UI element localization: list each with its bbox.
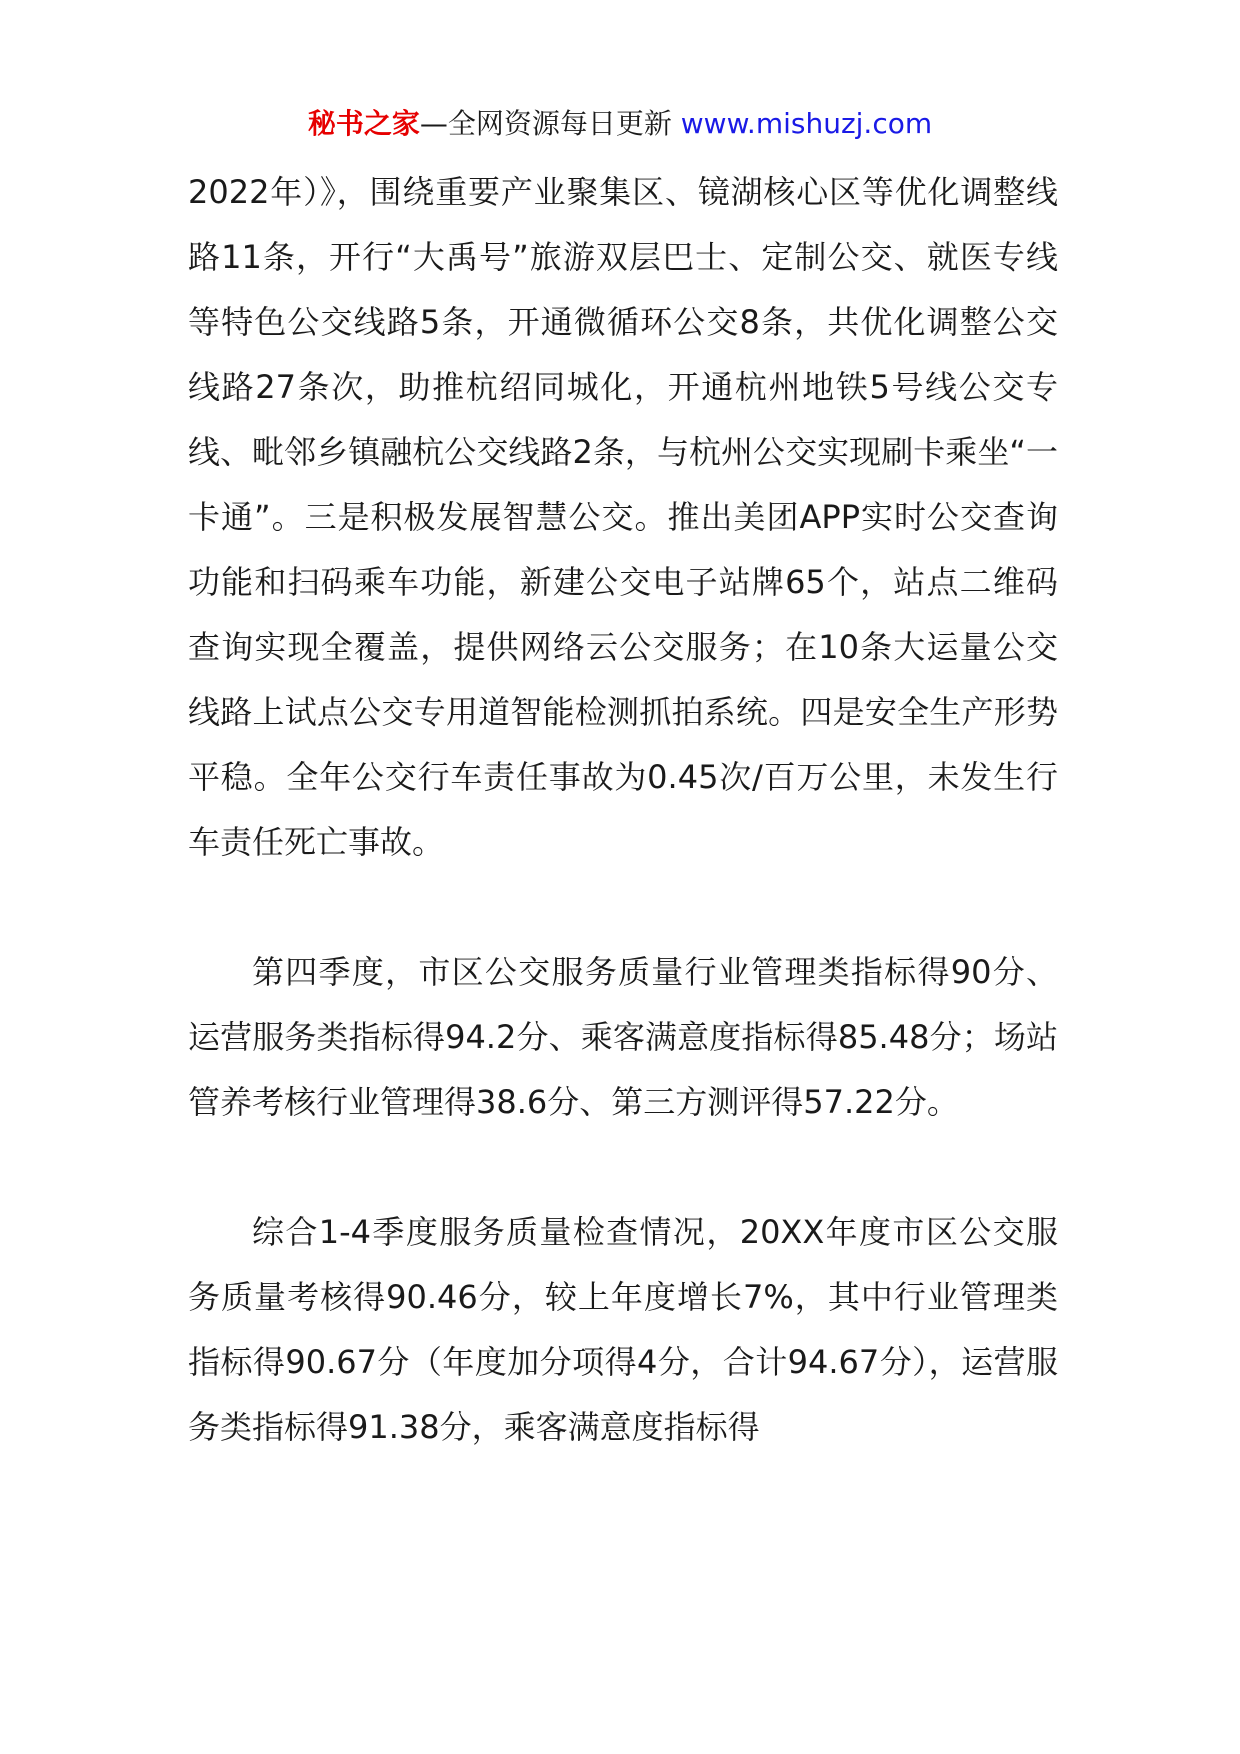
- page-header: [0, 104, 1240, 144]
- site-url-link[interactable]: www.mishuzj.com: [680, 107, 933, 140]
- paragraph-annual-summary: 综合1-4季度服务质量检查情况，20XX年度市区公交服务质量考核得90.46分，较上年度增长7%，其中行业管理类指标得90.67分（年度加分项得4分，合计94.67分），运营服务类指标得91.38分，乘客满意度指标得: [188, 1213, 1058, 1446]
- document-body: [188, 160, 1058, 1460]
- brand-name: 秘书之家: [307, 107, 420, 140]
- paragraph-spacer: [188, 1135, 1058, 1200]
- paragraph-q4-scores: 第四季度，市区公交服务质量行业管理类指标得90分、运营服务类指标得94.2分、乘客满意度指标得85.48分；场站管养考核行业管理得38.6分、第三方测评得57.22分。: [188, 953, 1058, 1121]
- header-tagline: —全网资源每日更新: [419, 107, 681, 140]
- paragraph-spacer: [188, 875, 1058, 940]
- paragraph-continued: 2022年）》，围绕重要产业聚集区、镜湖核心区等优化调整线路11条，开行“大禹号”旅游双层巴士、定制公交、就医专线等特色公交线路5条，开通微循环公交8条，共优化调整公交线路27条次，助推杭绍同城化，开通杭州地铁5号线公交专线、毗邻乡镇融杭公交线路2条，与杭州公交实现刷卡乘坐“一卡通”。三是积极发展智慧公交。推出美团APP实时公交查询功能和扫码乘车功能，新建公交电子站牌65个，站点二维码查询实现全覆盖，提供网络云公交服务；在10条大运量公交线路上试点公交专用道智能检测抓拍系统。四是安全生产形势平稳。全年公交行车责任事故为0.45次/百万公里，未发生行车责任死亡事故。: [188, 173, 1058, 861]
